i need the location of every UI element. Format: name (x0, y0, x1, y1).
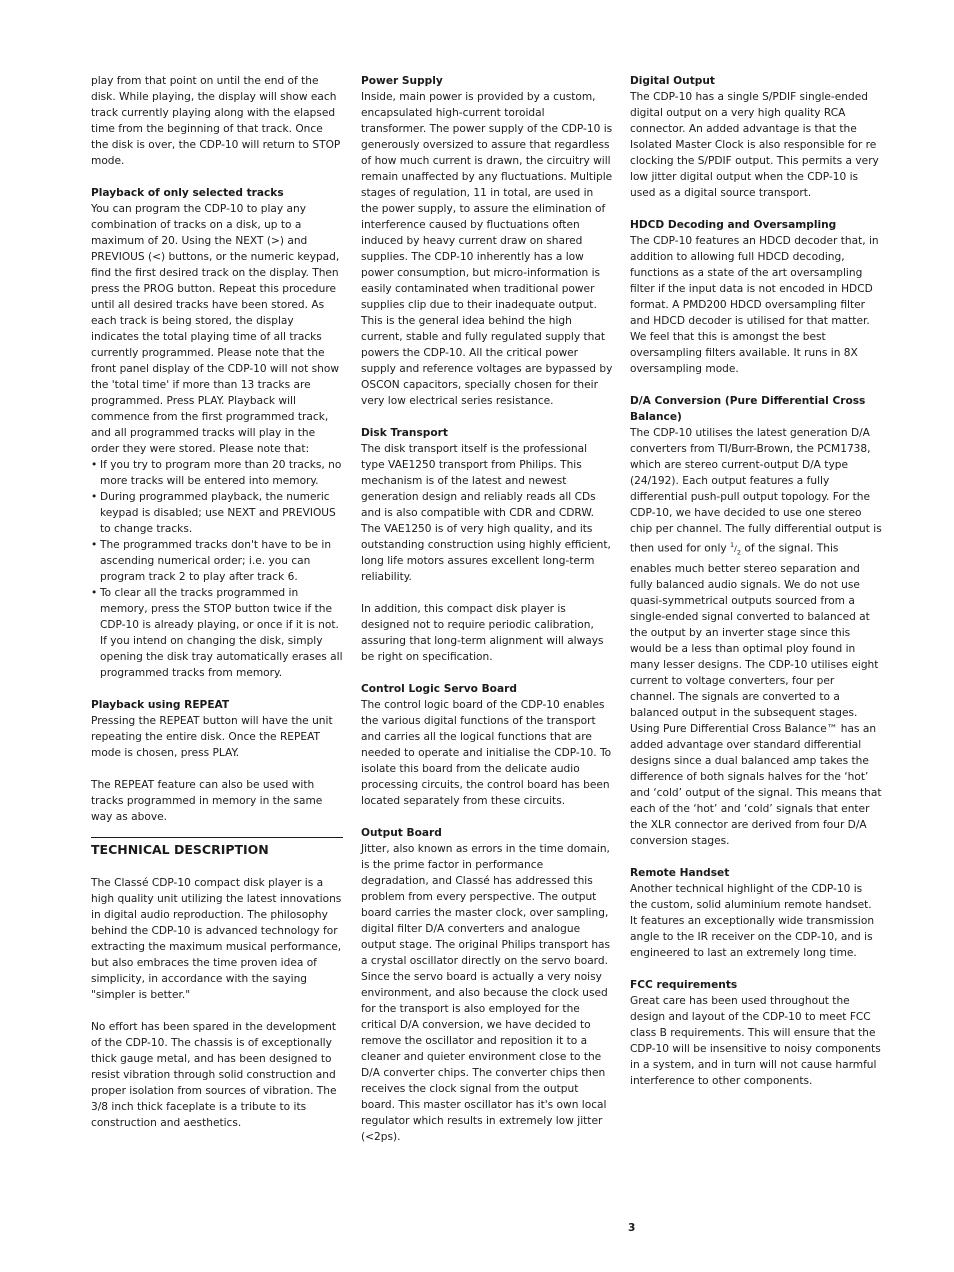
tech-body-2: No effort has been spared in the development of the CDP-10. The chassis is of exceptionally thick gauge metal, and has been designed to resist vibration through solid construction and proper isolation from sources of vibration. The 3/8 inch thick faceplate is a tribute to its construction and aesthetics. (91, 1021, 337, 1129)
heading-control-logic: Control Logic Servo Board (361, 683, 517, 695)
heading-repeat: Playback using REPEAT (91, 699, 230, 711)
heading-selected-tracks: Playback of only selected tracks (91, 187, 284, 199)
control-logic-body: The control logic board of the CDP-10 enables the various digital functions of the transport and carries all the logical functions that are needed to operate and initialise the CDP-10. To isolate this board from the delicate audio processing circuits, the control board has been located separately from these circuits. (361, 699, 612, 807)
power-supply-body: Inside, main power is provided by a custom, encapsulated high-current toroidal transformer. The power supply of the CDP-10 is generously oversized to assure that regardless of how much current is drawn, the circuitry will remain unaffected by any fluctuations. Multiple stages of regulation, 11 in total, are used in the power supply, to assure the elimination of interference caused by fluctuations often induced by heavy current draw on shared supplies. The CDP-10 inherently has a low power consumption, but micro-information is easily contaminated when traditional power supplies clip due to their inadequate output. This is the general idea behind the high current, stable and fully regulated supply that powers the CDP-10. All the critical power supply and reference voltages are bypassed by OSCON capacitors, specially chosen for their very low electrical series resistance. (361, 91, 613, 407)
note-item: • The programmed tracks don't have to be in ascending numerical order; i.e. you can program track 2 to play after track 6. (91, 537, 343, 585)
da-body-part-2: of the signal. This enables much better stereo separation and fully balanced audio signals. We do not use quasi-symmetrical outputs sourced from a single-ended signal converted to balanced at the output by an inverter stage since this would be a less than optimal ploy found in many lesser designs. The CDP-10 utilises eight current to voltage converters, four per channel. The signals are converted to a balanced output in the subsequent stages. Using Pure Differential Cross Balance™ has an added advantage over standard differential designs since a dual balanced amp takes the difference of both signals halves for the ‘hot’ and ‘cold’ output of the signal. This means that each of the ‘hot’ and ‘cold’ signals that enter the XLR connector are derived from four D/A conversion stages. (630, 542, 882, 847)
output-board-body: Jitter, also known as errors in the time domain, is the prime factor in performance degradation, and Classé has addressed this problem from every perspective. The output board carries the master clock, over sampling, digital filter D/A converters and analogue output stage. The original Philips transport has a crystal oscillator directly on the servo board. Since the servo board is actually a very noisy environment, and also because the clock used for the transport is also employed for the critical D/A conversion, we have decided to remove the oscillator and reposition it to a cleaner and quieter environment close to the D/A converter chips. The converter chips then receives the clock signal from the output board. This master oscillator has it's own local regulator which results in extremely low jitter (<2ps). (361, 843, 611, 1143)
heading-digital-output: Digital Output (630, 75, 715, 87)
hdcd-body: The CDP-10 features an HDCD decoder that, in addition to allowing full HDCD decoding, functions as a state of the art oversampling filter if the input data is not encoded in HDCD format. A PMD200 HDCD oversampling filter and HDCD decoder is utilised for that matter. We feel that this is amongst the best oversampling filters available. It runs in 8X oversampling mode. (630, 235, 879, 375)
intro-paragraph: play from that point on until the end of the disk. While playing, the display will show each track currently playing along with the elapsed time from the beginning of that track. Once the disk is over, the CDP-10 will return to STOP mode. (91, 75, 341, 167)
repeat-body-2: The REPEAT feature can also be used with tracks programmed in memory in the same way as above. (91, 779, 323, 823)
fraction-numerator: 1 (730, 541, 735, 549)
heading-hdcd: HDCD Decoding and Oversampling (630, 219, 837, 231)
heading-output-board: Output Board (361, 827, 442, 839)
disk-transport-body-2: In addition, this compact disk player is designed not to require periodic calibration, assuring that long-term alignment will always be right on specification. (361, 603, 604, 663)
note-item: • To clear all the tracks programmed in memory, press the STOP button twice if the CDP-10 is already playing, or once if it is not. If you intend on changing the disk, simply opening the disk tray automatically erases all programmed tracks from memory. (91, 585, 343, 681)
section-title-technical-description: TECHNICAL DESCRIPTION (91, 837, 343, 859)
disk-transport-body-1: The disk transport itself is the professional type VAE1250 transport from Philips. This mechanism is of the latest and newest generation design and reliably reads all CDs and is also compatible with CDR and CDRW. The VAE1250 is of very high quality, and its outstanding construction using highly efficient, long life motors assures excellent long-term reliability. (361, 443, 611, 583)
tech-body-1: The Classé CDP-10 compact disk player is a high quality unit utilizing the latest innovations in digital audio reproduction. The philosophy behind the CDP-10 is advanced technology for extracting the maximum musical performance, but also embraces the time proven idea of simplicity, in accordance with the saying "simpler is better." (91, 877, 342, 1001)
heading-da-conversion: D/A Conversion (Pure Differential Cross Balance) (630, 395, 866, 423)
note-item: • If you try to program more than 20 tracks, no more tracks will be entered into memory. (91, 457, 343, 489)
remote-handset-body: Another technical highlight of the CDP-10 is the custom, solid aluminium remote handset. It features an exceptionally wide transmission angle to the IR receiver on the CDP-10, and is engineered to last an extremely long time. (630, 882, 875, 959)
fcc-body: Great care has been used throughout the design and layout of the CDP-10 to meet FCC class B requirements. This will ensure that the CDP-10 will be insensitive to noisy components in a system, and in turn will not cause harmful interference to other components. (630, 994, 881, 1087)
column-2 (361, 73, 613, 1145)
column-1 (91, 73, 343, 1131)
heading-remote-handset: Remote Handset (630, 866, 730, 879)
heading-power-supply: Power Supply (361, 75, 443, 87)
digital-output-body: The CDP-10 has a single S/PDIF single-ended digital output on a very high quality RCA connector. An added advantage is that the Isolated Master Clock is also responsible for re clocking the S/PDIF output. This permits a very low jitter digital output when the CDP-10 is used as a digital source transport. (630, 91, 879, 199)
heading-fcc: FCC requirements (630, 978, 738, 991)
fraction-denominator: 2 (736, 548, 742, 557)
page-number: 3 (628, 1222, 636, 1234)
heading-disk-transport: Disk Transport (361, 427, 448, 439)
da-conversion-body: The CDP-10 utilises the latest generation D/A converters from TI/Burr-Brown, the PCM1738, which are stereo current-output D/A type (24/192). Each output features a fully differential push-pull output topology. For the CDP-10, we have decided to use one stereo chip per channel. The fully differential output is then used for only $^1/_2$ of the signal. This enables much better stereo separation and fully balanced audio signals. We do not use quasi-symmetrical outputs sourced from a single-ended signal converted to balanced at the output by an inverter stage since this would be a less than optimal ploy found in many lesser designs. The CDP-10 utilises eight current to voltage converters, four per channel. The signals are converted to a balanced output in the subsequent stages. Using Pure Differential Cross Balance™ has an added advantage over standard differential designs since a dual balanced amp takes the difference of both signals halves for the ‘hot’ and ‘cold’ output of the signal. This means that each of the ‘hot’ and ‘cold’ signals that enter the XLR connector are derived from four D/A conversion stages. (630, 427, 882, 847)
selected-tracks-notes (91, 457, 343, 681)
selected-tracks-body: You can program the CDP-10 to play any combination of tracks on a disk, up to a maximum of 20. Using the NEXT (>) and PREVIOUS (<) buttons, or the numeric keypad, find the first desired track on the display. Then press the PROG button. Repeat this procedure until all desired tracks have been stored. As each track is being stored, the display indicates the total playing time of all tracks currently programmed. Please note that the front panel display of the CDP-10 will not show the 'total time' if more than 13 tracks are programmed. Press PLAY. Playback will commence from the first programmed track, and all programmed tracks will play in the order they were stored. Please note that: (91, 203, 340, 455)
note-item: • During programmed playback, the numeric keypad is disabled; use NEXT and PREVIOUS to change tracks. (91, 489, 343, 537)
column-3 (630, 73, 882, 1089)
da-body-part-1: The CDP-10 utilises the latest generation D/A converters from TI/Burr-Brown, the PCM1738, which are stereo current-output D/A type (24/192). Each output features a fully differential push-pull output topology. For the CDP-10, we have decided to use one stereo chip per channel. The fully differential output is then used for only (630, 427, 882, 555)
repeat-body-1: Pressing the REPEAT button will have the unit repeating the entire disk. Once the REPEAT mode is chosen, press PLAY. (91, 715, 333, 759)
